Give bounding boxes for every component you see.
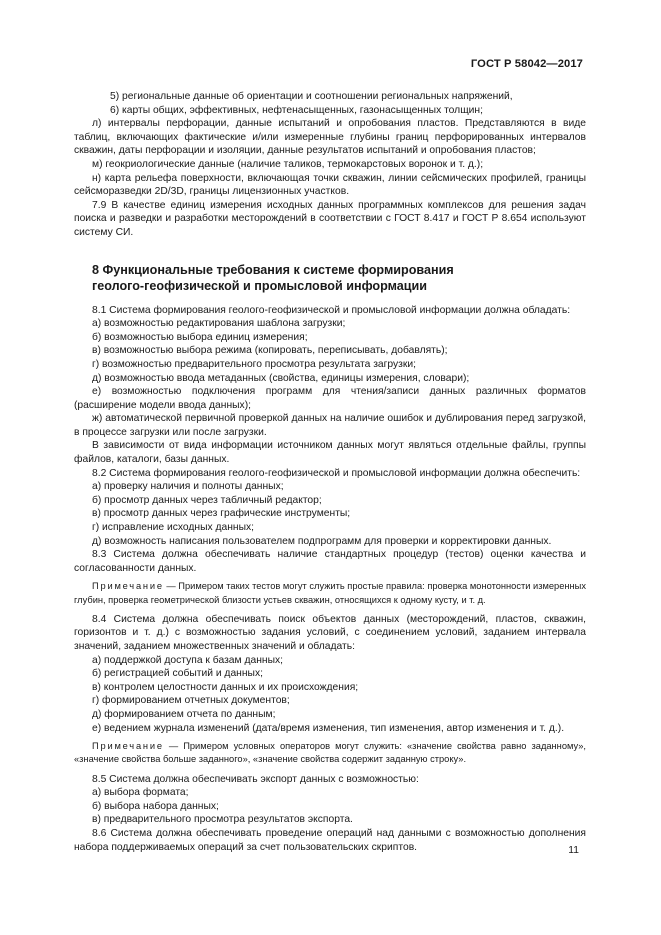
note-2 [74,740,586,766]
list-item: в) просмотр данных через графические инструменты; [92,508,351,520]
list-item: б) выбора набора данных; [92,800,219,812]
list-item: г) возможностью предварительного просмотра результата загрузки; [92,358,416,370]
list-item: л) интервалы перфорации, данные испытаний и опробования пластов. Представляются в виде таблиц, включающих фактические и/или измеренные глубины границ перфорированных интервалов скважин, даты перфорации и изоляции, данные результатов испытаний и опробования пластов; [74,118,586,157]
page-content [74,90,586,854]
list-item: н) карта рельефа поверхности, включающая точки скважин, линии сейсмических профилей, границы сейсморазведки 2D/3D, границы лицензионных участков. [74,172,586,198]
list-item: 5) региональные данные об ориентации и соотношении региональных напряжений, [110,91,513,102]
note-label: Примечание [92,581,164,592]
paragraph-8-3: 8.3 Система должна обеспечивать наличие стандартных процедур (тестов) оценки качества и согласованности данных. [74,549,586,574]
paragraph: В зависимости от вида информации источником данных могут являться отдельные файлы, группы файлов, каталоги, базы данных. [74,440,586,466]
paragraph-8-1: 8.1 Система формирования геолого-геофизической и промысловой информации должна обладать: [92,304,571,316]
list-item: а) возможностью редактирования шаблона загрузки; [92,318,346,330]
list-item: е) возможностью подключения программ для чтения/записи данных различных форматов (расширение модели ввода данных); [74,386,586,411]
section-title [74,262,586,294]
page-number: 11 [568,845,579,856]
list-item: б) просмотр данных через табличный редактор; [92,494,322,506]
list-item: г) исправление исходных данных; [92,522,255,534]
note-text: — Примером условных операторов могут служить: «значение свойства равно заданному», «значение свойства больше заданного», «значение свойства содержит заданную строку». [74,741,586,765]
paragraph-8-6: 8.6 Система должна обеспечивать проведение операций над данными с возможностью дополнения набора поддерживаемых операций за счет пользовательских скриптов. [74,827,586,853]
note-text: — Примером таких тестов могут служить простые правила: проверка монотонности измеренных глубин, проверка геометрической близости устьев скважин, относящихся к одному кусту, и т. д. [74,581,586,605]
list-item: б) возможностью выбора единиц измерения; [92,331,308,343]
paragraph-7-9: 7.9 В качестве единиц измерения исходных данных программных комплексов для решения задач поиска и разведки и разработки месторождений в соответствии с ГОСТ 8.417 и ГОСТ Р 8.654 используют систему СИ. [74,199,586,238]
list-item: а) проверку наличия и полноты данных; [92,481,284,493]
list-item: г) формированием отчетных документов; [92,695,290,707]
document-header: ГОСТ Р 58042—2017 [470,58,583,70]
list-item: в) контролем целостности данных и их происхождения; [92,681,359,693]
list-item: в) предварительного просмотра результатов экспорта. [92,814,353,826]
paragraph-8-5: 8.5 Система должна обеспечивать экспорт данных с возможностью: [92,773,419,785]
note-1 [74,580,586,606]
list-item: в) возможностью выбора режима (копировать, переписывать, добавлять); [92,345,448,357]
list-item: 6) карты общих, эффективных, нефтенасыщенных, газонасыщенных толщин; [110,104,483,116]
paragraph-8-4: 8.4 Система должна обеспечивать поиск объектов данных (месторождений, пластов, скважин, горизонтов и т. д.) с возможностью задания условий, с соединением условий, заданием интервала значений, заданием множественных значений и обладать: [74,613,586,652]
list-item: е) ведением журнала изменений (дата/время изменения, тип изменения, автор изменения и т. д.). [92,722,565,734]
list-item: а) выбора формата; [92,787,189,799]
section-title-line-2: геолого-геофизической и промысловой информации [92,278,428,293]
list-item: д) возможность написания пользователем подпрограмм для проверки и корректировки данных. [92,535,552,547]
list-item: м) геокриологические данные (наличие таликов, термокарстовых воронок и т. д.); [92,158,484,170]
list-item: а) поддержкой доступа к базам данных; [92,654,283,666]
list-item: д) формированием отчета по данным; [92,708,276,720]
note-label: Примечание [92,741,164,752]
section-title-line-1: 8 Функциональные требования к системе формирования [92,262,454,277]
list-item: ж) автоматической первичной проверкой данных на наличие ошибок и дублирования перед загрузкой, в процессе загрузки или после загрузки. [74,413,586,438]
list-item: б) регистрацией событий и данных; [92,668,263,680]
list-item: д) возможностью ввода метаданных (свойства, единицы измерения, словари); [92,372,470,384]
paragraph-8-2: 8.2 Система формирования геолого-геофизической и промысловой информации должна обеспечить: [92,467,581,479]
